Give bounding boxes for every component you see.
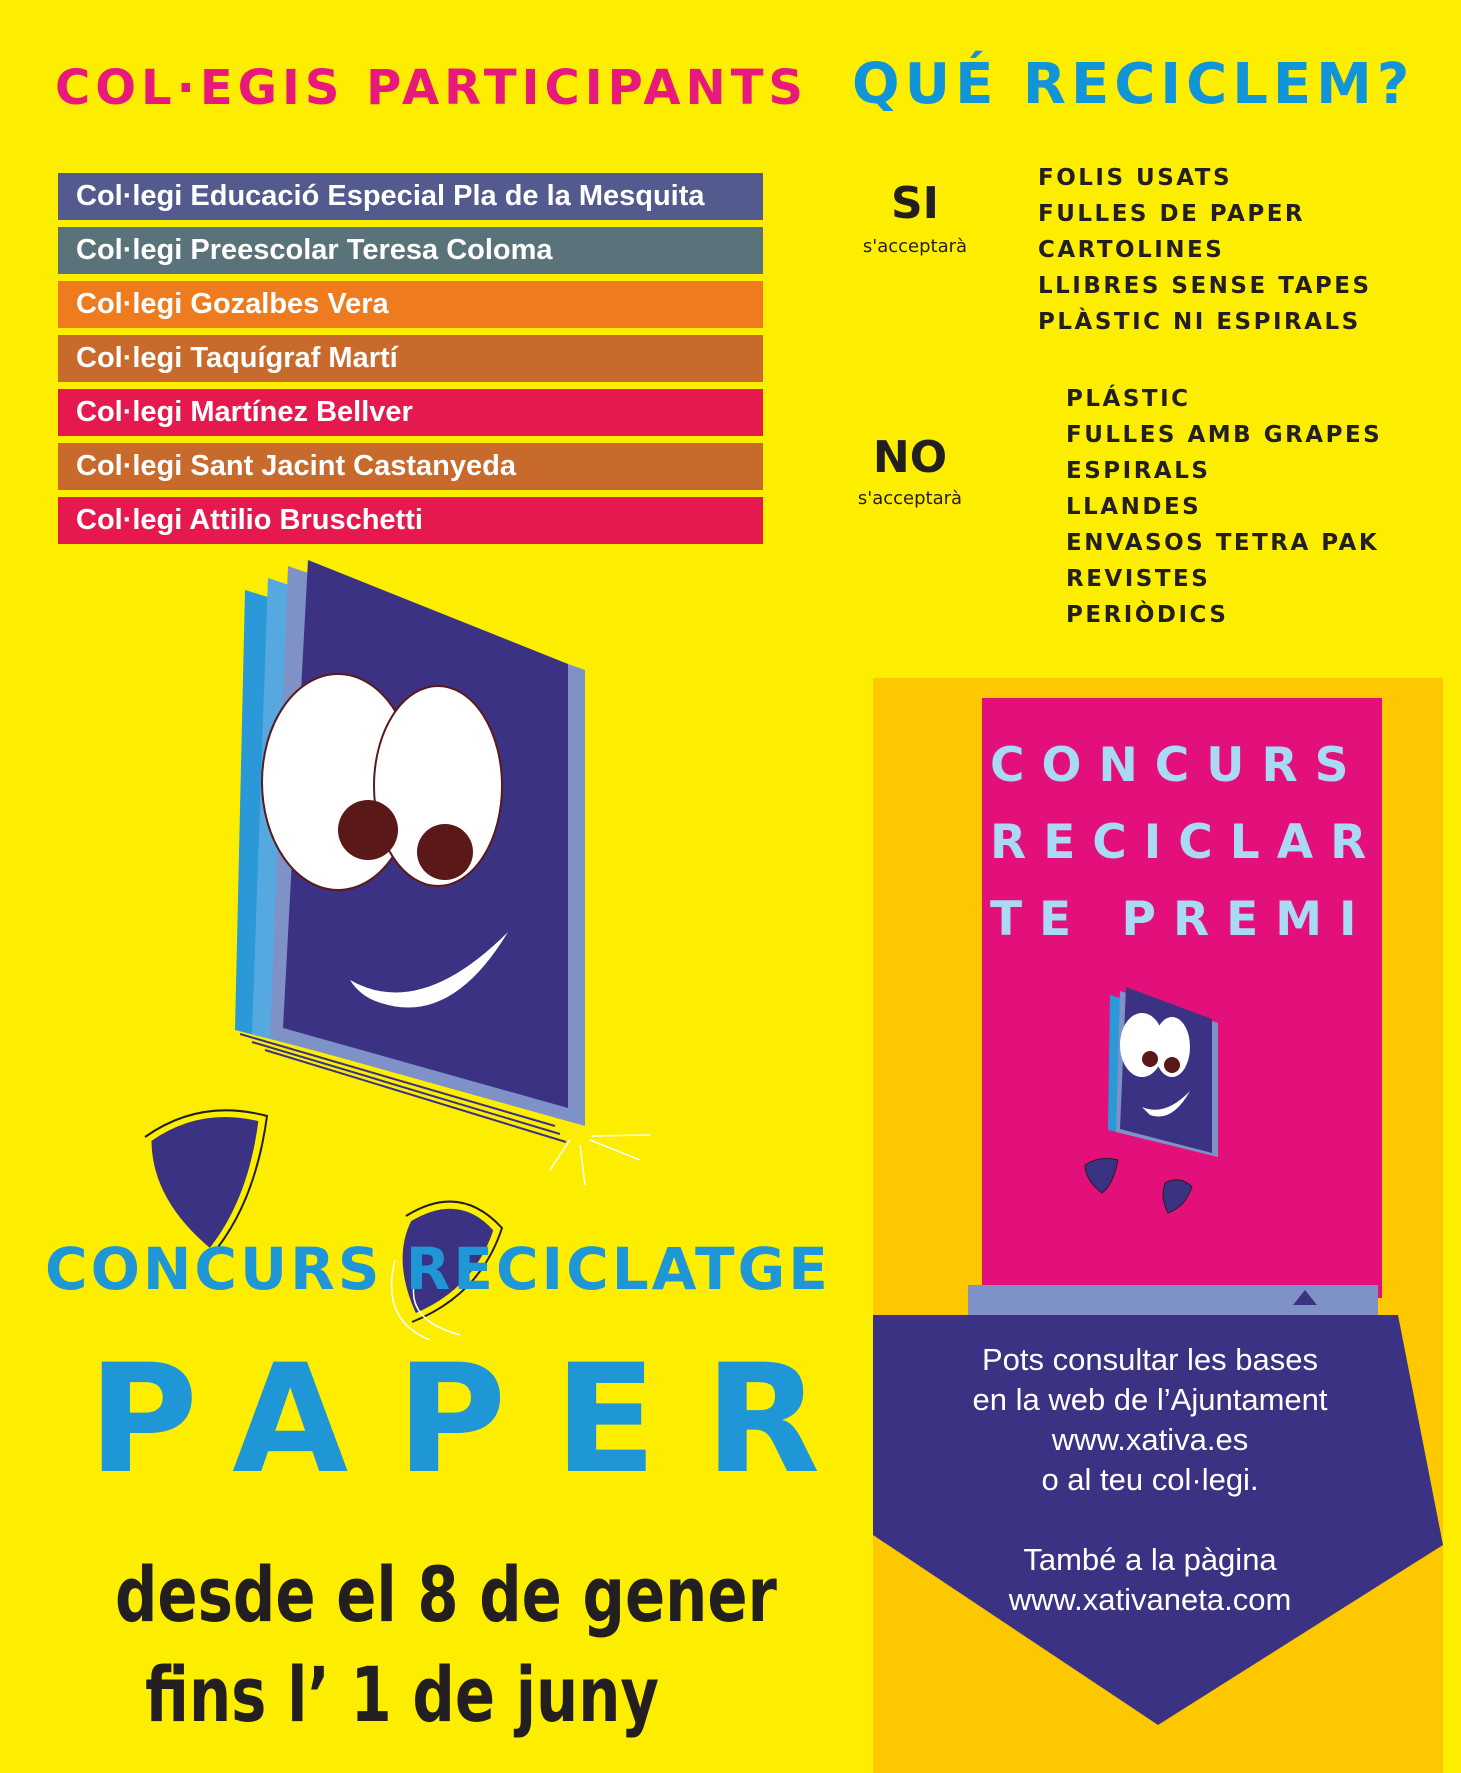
rejected-label: NO (872, 432, 948, 483)
rejected-item: ESPIRALS (1066, 458, 1211, 484)
rejected-item: REVISTES (1066, 566, 1211, 592)
left-hand (150, 1116, 260, 1251)
accepted-note: s'acceptarà (862, 236, 968, 257)
accepted-item: LLIBRES SENSE TAPES (1038, 273, 1372, 299)
school-item: Col·legi Gozalbes Vera (58, 281, 763, 328)
rejected-item: ENVASOS TETRA PAK (1066, 530, 1380, 556)
info-line: o al teu col·legi. (1041, 1462, 1259, 1497)
accepted-item: PLÀSTIC NI ESPIRALS (1038, 309, 1361, 335)
info-text (910, 1340, 1390, 1620)
accepted-items (1038, 160, 1372, 340)
accepted-item: CARTOLINES (1038, 237, 1225, 263)
school-item: Col·legi Taquígraf Martí (58, 335, 763, 382)
school-item: Col·legi Attilio Bruschetti (58, 497, 763, 544)
accepted-item: FOLIS USATS (1038, 165, 1233, 191)
recycle-heading: QUÉ RECICLEM? (852, 52, 1415, 117)
paper-title: PAPER (88, 1333, 869, 1507)
rejected-item: FULLES AMB GRAPES (1066, 422, 1383, 448)
rejected-items (1066, 381, 1382, 633)
school-item: Col·legi Sant Jacint Castanyeda (58, 443, 763, 490)
schools-heading: COL·EGIS PARTICIPANTS (55, 60, 808, 116)
rejected-item: PERIÒDICS (1066, 602, 1229, 628)
rejected-item: PLÁSTIC (1066, 386, 1191, 412)
info-line: Pots consultar les bases (981, 1342, 1318, 1377)
panel-title-line: TE PREMI (990, 892, 1374, 947)
school-item: Col·legi Educació Especial Pla de la Mesquita (58, 173, 763, 220)
contest-heading: CONCURS RECICLATGE (45, 1235, 831, 1303)
paper-mascot-illustration (130, 560, 690, 1340)
small-mascot-illustration (1080, 985, 1260, 1225)
accepted-label: SI (890, 178, 940, 229)
panel-title-line: CONCURS (990, 738, 1366, 793)
date-to: fins l’ 1 de juny (145, 1650, 660, 1739)
panel-title-line: RECICLAR (990, 815, 1384, 870)
rejected-note: s'acceptarà (857, 488, 963, 509)
rejected-item: LLANDES (1066, 494, 1202, 520)
school-item: Col·legi Preescolar Teresa Coloma (58, 227, 763, 274)
info-link-xativaneta[interactable]: www.xativaneta.com (1008, 1582, 1292, 1617)
accepted-item: FULLES DE PAPER (1038, 201, 1306, 227)
info-line: També a la pàgina (1023, 1542, 1277, 1577)
info-link-ajuntament[interactable]: www.xativa.es (1051, 1422, 1249, 1457)
date-from: desde el 8 de gener (115, 1550, 777, 1639)
school-item: Col·legi Martínez Bellver (58, 389, 763, 436)
school-list (58, 173, 763, 551)
info-line: en la web de l’Ajuntament (972, 1382, 1328, 1417)
info-line-blank (910, 1500, 1390, 1540)
